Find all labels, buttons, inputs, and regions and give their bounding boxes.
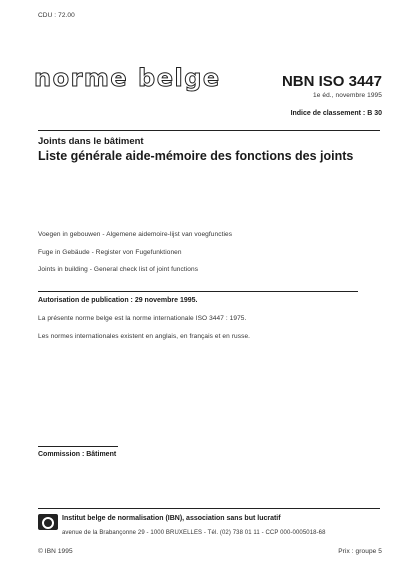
edition: 1e éd., novembre 1995 (313, 92, 382, 99)
document-title: Liste générale aide-mémoire des fonctions des joints (38, 149, 354, 163)
institute-address: avenue de la Brabançonne 29 - 1000 BRUXELLES - Tél. (02) 738 01 11 - CCP 000-0005018-68 (62, 530, 326, 536)
classification-index: Indice de classement : B 30 (290, 110, 382, 117)
footer-top-rule (38, 508, 380, 509)
title-top-rule (38, 130, 380, 131)
translation-english: Joints in building - General check list of joint functions (38, 266, 199, 273)
copyright: © IBN 1995 (38, 548, 73, 555)
cdu-reference: CDU : 72.00 (38, 12, 75, 19)
document-subtitle: Joints dans le bâtiment (38, 136, 144, 147)
standard-number: NBN ISO 3447 (281, 73, 382, 90)
translation-german: Fuge in Gebäude - Register von Fugefunktionen (38, 249, 182, 256)
ibn-logo-icon (38, 514, 58, 530)
publication-line-2: Les normes internationales existent en anglais, en français et en russe. (38, 333, 251, 340)
commission-rule (38, 446, 118, 447)
institute-name: Institut belge de normalisation (IBN), association sans but lucratif (62, 515, 281, 522)
price-group: Prix : groupe 5 (338, 548, 382, 555)
commission: Commission : Bâtiment (38, 451, 117, 458)
norme-belge-logo: norme belge (34, 64, 221, 92)
translation-dutch: Voegen in gebouwen - Algemene aidemoire-lijst van voegfuncties (38, 231, 233, 238)
publication-top-rule (38, 291, 358, 292)
publication-authorisation: Autorisation de publication : 29 novembre 1995. (38, 297, 198, 304)
publication-line-1: La présente norme belge est la norme internationale ISO 3447 : 1975. (38, 315, 247, 322)
